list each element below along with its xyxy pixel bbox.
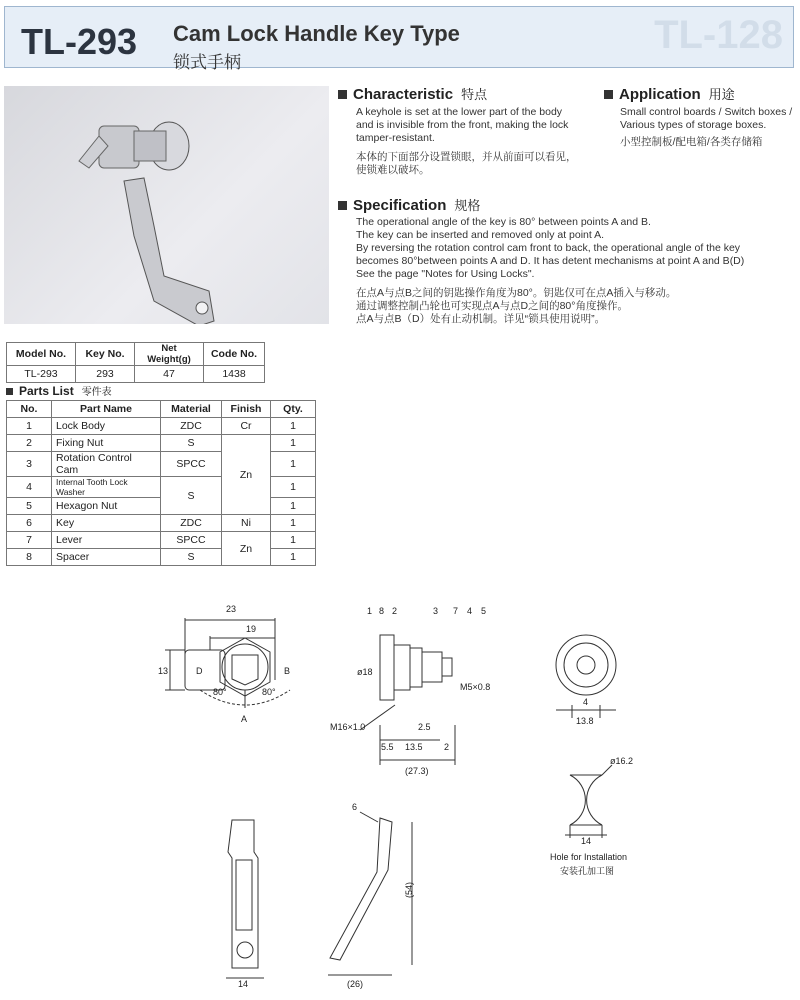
app-line: Small control boards / Switch boxes / xyxy=(620,106,793,118)
part-no: 2 xyxy=(7,435,52,452)
specification-title: Specification xyxy=(353,197,447,214)
characteristic-heading xyxy=(338,84,487,103)
part-qty: 1 xyxy=(271,515,316,532)
code-cell: 1438 xyxy=(204,366,265,383)
key-col: Key No. xyxy=(76,343,135,366)
bullet-square xyxy=(338,90,347,99)
dim-23: 23 xyxy=(226,604,237,614)
part-finish: Zn xyxy=(222,435,271,515)
dim-13-5: 13.5 xyxy=(405,742,423,752)
point-d: D xyxy=(196,666,203,676)
key-side-view xyxy=(328,812,412,975)
model-col: Model No. xyxy=(7,343,76,366)
part-qty: 1 xyxy=(271,498,316,515)
part-material: S xyxy=(161,549,222,566)
callout-2: 2 xyxy=(392,606,398,616)
spec-line-cn: 通过调整控制凸轮也可实现点A与点D之间的80°角度操作。 xyxy=(356,300,628,312)
part-name: Lock Body xyxy=(52,418,161,435)
part-finish: Zn xyxy=(222,532,271,566)
characteristic-text xyxy=(356,106,577,177)
dim-5-5: 5.5 xyxy=(381,742,394,752)
callout-6: 6 xyxy=(352,802,358,812)
part-name: Spacer xyxy=(52,549,161,566)
table-row xyxy=(7,435,316,452)
part-material: SPCC xyxy=(161,452,222,477)
model-number: TL-293 xyxy=(21,21,138,62)
dim-2: 2 xyxy=(444,742,450,752)
dim-54: (54) xyxy=(404,881,414,898)
angle-1: 80° xyxy=(213,687,227,697)
product-title: Cam Lock Handle Key Type xyxy=(173,21,460,46)
model-cell: TL-293 xyxy=(7,366,76,383)
point-a: A xyxy=(241,714,248,724)
part-no: 3 xyxy=(7,452,52,477)
angle-2: 80° xyxy=(262,687,276,697)
part-material: S xyxy=(161,435,222,452)
part-name: Rotation Control Cam xyxy=(52,452,161,477)
no-col: No. xyxy=(7,401,52,418)
parts-title-cn: 零件表 xyxy=(81,387,112,398)
table-row xyxy=(7,532,316,549)
ghost-text: TL-128 xyxy=(654,13,783,57)
finish-col: Finish xyxy=(222,401,271,418)
technical-drawings xyxy=(0,590,800,995)
part-name: Hexagon Nut xyxy=(52,498,161,515)
part-name: Internal Tooth Lock Washer xyxy=(52,477,161,498)
part-no: 5 xyxy=(7,498,52,515)
dim-27-3: (27.3) xyxy=(405,766,429,776)
spec-line: becomes 80°between points A and D. It has detent mechanisms at point A and B(D) xyxy=(356,255,745,267)
char-line: and is invisible from the front, making the lock xyxy=(356,119,569,131)
bullet-square xyxy=(338,201,347,210)
dim-phi18: ø18 xyxy=(357,667,373,677)
callout-1: 1 xyxy=(367,606,373,616)
dim-19: 19 xyxy=(246,624,257,634)
key-graphic xyxy=(124,178,214,324)
key-front-labels xyxy=(238,979,248,989)
part-qty: 1 xyxy=(271,452,316,477)
key-side-labels xyxy=(347,802,414,989)
part-finish: Ni xyxy=(222,515,271,532)
specification-title-cn: 规格 xyxy=(454,198,481,213)
table-row xyxy=(7,515,316,532)
title-banner xyxy=(4,6,794,72)
spec-line: The operational angle of the key is 80° between points A and B. xyxy=(356,216,651,228)
hole-view xyxy=(565,765,612,838)
part-qty: 1 xyxy=(271,418,316,435)
char-line: A keyhole is set at the lower part of the body xyxy=(356,106,563,118)
name-col: Part Name xyxy=(52,401,161,418)
dim-key-14: 14 xyxy=(238,979,249,989)
characteristic-title-cn: 特点 xyxy=(461,87,488,102)
dim-26: (26) xyxy=(347,979,364,989)
hole-label-cn: 安装孔加工图 xyxy=(560,866,615,876)
app-line-cn: 小型控制板/配电箱/各类存储箱 xyxy=(620,136,763,148)
key-front-view xyxy=(226,820,264,978)
spec-line: See the page "Notes for Using Locks". xyxy=(356,268,535,280)
characteristic-title: Characteristic xyxy=(353,86,454,103)
part-material: ZDC xyxy=(161,515,222,532)
app-line: Various types of storage boxes. xyxy=(620,119,767,131)
char-line-cn: 使锁难以破坏。 xyxy=(356,164,430,176)
end-view-labels xyxy=(576,697,594,726)
parts-header xyxy=(7,401,316,418)
char-line: tamper-resistant. xyxy=(356,132,435,144)
material-col: Material xyxy=(161,401,222,418)
dim-13: 13 xyxy=(158,666,169,676)
application-title-cn: 用途 xyxy=(708,87,735,102)
dim-13-8: 13.8 xyxy=(576,716,594,726)
part-material: S xyxy=(161,477,222,515)
point-b: B xyxy=(284,666,291,676)
qty-col: Qty. xyxy=(271,401,316,418)
table-row xyxy=(7,418,316,435)
dim-4: 4 xyxy=(583,697,589,707)
weight-col: Net Weight(g) xyxy=(135,343,204,366)
model-table xyxy=(6,342,265,383)
part-no: 4 xyxy=(7,477,52,498)
dim-14: 14 xyxy=(581,836,592,846)
dim-phi16-2: ø16.2 xyxy=(610,756,634,766)
spec-line-cn: 在点A与点B之间的钥匙操作角度为80°。钥匙仅可在点A插入与移动。 xyxy=(356,287,677,299)
part-no: 6 xyxy=(7,515,52,532)
bullet-square xyxy=(6,388,13,395)
spec-line-cn: 点A与点B（D）处有止动机制。详见“锁具使用说明”。 xyxy=(356,313,606,325)
product-photo xyxy=(4,86,329,324)
application-heading xyxy=(604,84,735,103)
part-name: Lever xyxy=(52,532,161,549)
callout-5: 5 xyxy=(481,606,487,616)
part-no: 7 xyxy=(7,532,52,549)
parts-table xyxy=(6,400,316,566)
part-qty: 1 xyxy=(271,435,316,452)
part-qty: 1 xyxy=(271,532,316,549)
callout-7: 7 xyxy=(453,606,459,616)
specification-heading xyxy=(338,195,480,214)
callout-3: 3 xyxy=(433,606,439,616)
product-photo-illustration xyxy=(4,86,329,324)
callout-8: 8 xyxy=(379,606,385,616)
key-cell: 293 xyxy=(76,366,135,383)
part-name: Fixing Nut xyxy=(52,435,161,452)
specification-text xyxy=(356,216,744,326)
bullet-square xyxy=(604,90,613,99)
side-view-labels xyxy=(330,606,490,776)
part-no: 1 xyxy=(7,418,52,435)
part-material: ZDC xyxy=(161,418,222,435)
dim-m16: M16×1.0 xyxy=(330,722,366,732)
spec-line: The key can be inserted and removed only at point A. xyxy=(356,229,605,241)
part-qty: 1 xyxy=(271,549,316,566)
part-no: 8 xyxy=(7,549,52,566)
part-finish: Cr xyxy=(222,418,271,435)
product-title-cn: 锁式手柄 xyxy=(173,53,241,72)
lock-body-graphic xyxy=(79,122,189,170)
application-text xyxy=(620,106,792,149)
hole-label: Hole for Installation xyxy=(550,852,628,862)
dim-2-5: 2.5 xyxy=(418,722,431,732)
parts-heading xyxy=(6,383,112,398)
weight-cell: 47 xyxy=(135,366,204,383)
part-name: Key xyxy=(52,515,161,532)
char-line-cn: 本体的下面部分设置锁眼，并从前面可以看见， xyxy=(356,151,577,163)
parts-title: Parts List xyxy=(19,384,74,398)
part-material: SPCC xyxy=(161,532,222,549)
dim-m5: M5×0.8 xyxy=(460,682,491,692)
part-qty: 1 xyxy=(271,477,316,498)
application-title: Application xyxy=(619,86,701,103)
model-table-header xyxy=(7,343,265,366)
callout-4: 4 xyxy=(467,606,473,616)
model-table-row xyxy=(7,366,265,383)
code-col: Code No. xyxy=(204,343,265,366)
spec-line: By reversing the rotation control cam front to back, the operational angle of the key xyxy=(356,242,741,254)
